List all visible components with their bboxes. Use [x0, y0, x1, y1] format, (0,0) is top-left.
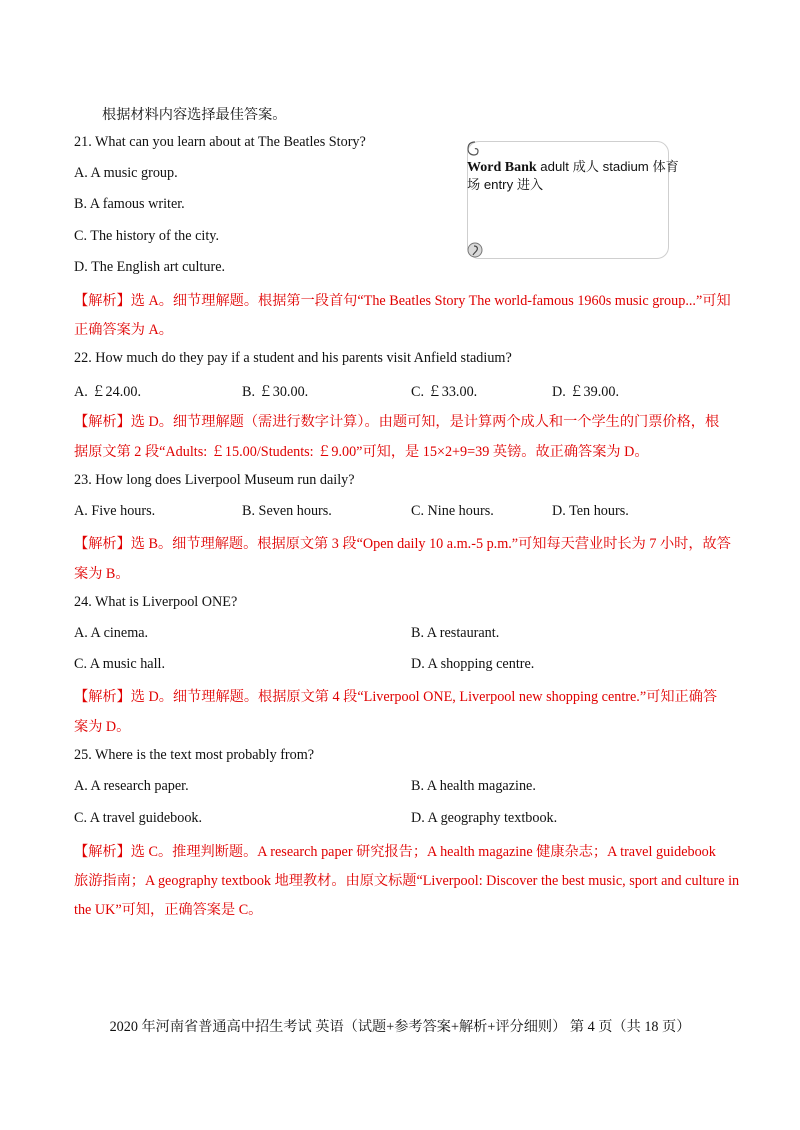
- question-24: 24. What is Liverpool ONE?: [74, 594, 238, 610]
- q21-option-d: D. The English art culture.: [74, 259, 226, 275]
- q21-option-b: B. A famous writer.: [74, 196, 185, 212]
- q21-option-c: C. The history of the city.: [74, 228, 220, 244]
- q22-option-a: A. ￡24.00.: [74, 384, 141, 400]
- q25-explanation-line-2: 旅游指南；A geography textbook 地理教材。由原文标题“Liverpool: Discover the best music, sport and culture in: [74, 873, 740, 889]
- q23-option-b: B. Seven hours.: [242, 503, 332, 519]
- question-25: 25. Where is the text most probably from?: [74, 747, 315, 763]
- word-bank-line-1: adult 成人 stadium 体育: [536, 159, 679, 174]
- q24-option-d: D. A shopping centre.: [411, 656, 535, 672]
- q23-option-d: D. Ten hours.: [552, 503, 629, 519]
- q23-explanation-line-2: 案为 B。: [74, 566, 130, 582]
- q21-explanation-line-1: 【解析】选 A。细节理解题。根据第一段首句“The Beatles Story The world-famous 1960s music group...”可知: [74, 293, 731, 309]
- q24-option-b: B. A restaurant.: [411, 625, 500, 641]
- q22-option-d: D. ￡39.00.: [552, 384, 619, 400]
- page-footer: 2020 年河南省普通高中招生考试 英语（试题+参考答案+解析+评分细则） 第 4 页（共 18 页）: [109, 1019, 691, 1035]
- instruction: 根据材料内容选择最佳答案。: [102, 107, 287, 123]
- word-bank-text: [467, 158, 685, 193]
- q24-option-a: A. A cinema.: [74, 625, 149, 641]
- q22-explanation-line-1: 【解析】选 D。细节理解题（需进行数字计算）。由题可知，是计算两个成人和一个学生的门票价格，根: [74, 414, 720, 430]
- question-21: 21. What can you learn about at The Beatles Story?: [74, 134, 366, 150]
- q25-option-a: A. A research paper.: [74, 778, 189, 794]
- q24-option-c: C. A music hall.: [74, 656, 166, 672]
- scroll-curl-icon: [466, 240, 486, 260]
- q24-explanation-line-2: 案为 D。: [74, 719, 131, 735]
- scroll-curl-icon: [466, 140, 484, 158]
- q25-option-c: C. A travel guidebook.: [74, 810, 203, 826]
- q23-option-c: C. Nine hours.: [411, 503, 494, 519]
- q25-explanation-line-1: 【解析】选 C。推理判断题。A research paper 研究报告；A health magazine 健康杂志；A travel guidebook: [74, 844, 716, 860]
- q25-explanation-line-3: the UK”可知，正确答案是 C。: [74, 902, 263, 918]
- q24-explanation-line-1: 【解析】选 D。细节理解题。根据原文第 4 段“Liverpool ONE, Liverpool new shopping centre.”可知正确答: [74, 689, 718, 705]
- q21-explanation-line-2: 正确答案为 A。: [74, 322, 173, 338]
- question-22: 22. How much do they pay if a student and his parents visit Anfield stadium?: [74, 350, 512, 366]
- q22-option-c: C. ￡33.00.: [411, 384, 478, 400]
- q21-option-a: A. A music group.: [74, 165, 178, 181]
- q25-option-b: B. A health magazine.: [411, 778, 536, 794]
- q22-explanation-line-2: 据原文第 2 段“Adults: ￡15.00/Students: ￡9.00”可知，是 15×2+9=39 英镑。故正确答案为 D。: [74, 444, 649, 460]
- q22-option-b: B. ￡30.00.: [242, 384, 309, 400]
- q25-option-d: D. A geography textbook.: [411, 810, 558, 826]
- word-bank-title: Word Bank: [467, 160, 537, 175]
- question-23: 23. How long does Liverpool Museum run daily?: [74, 472, 355, 488]
- q23-explanation-line-1: 【解析】选 B。细节理解题。根据原文第 3 段“Open daily 10 a.m.-5 p.m.”可知每天营业时长为 7 小时，故答: [74, 536, 731, 552]
- word-bank-line-2: 场 entry 进入: [467, 177, 544, 192]
- q23-option-a: A. Five hours.: [74, 503, 156, 519]
